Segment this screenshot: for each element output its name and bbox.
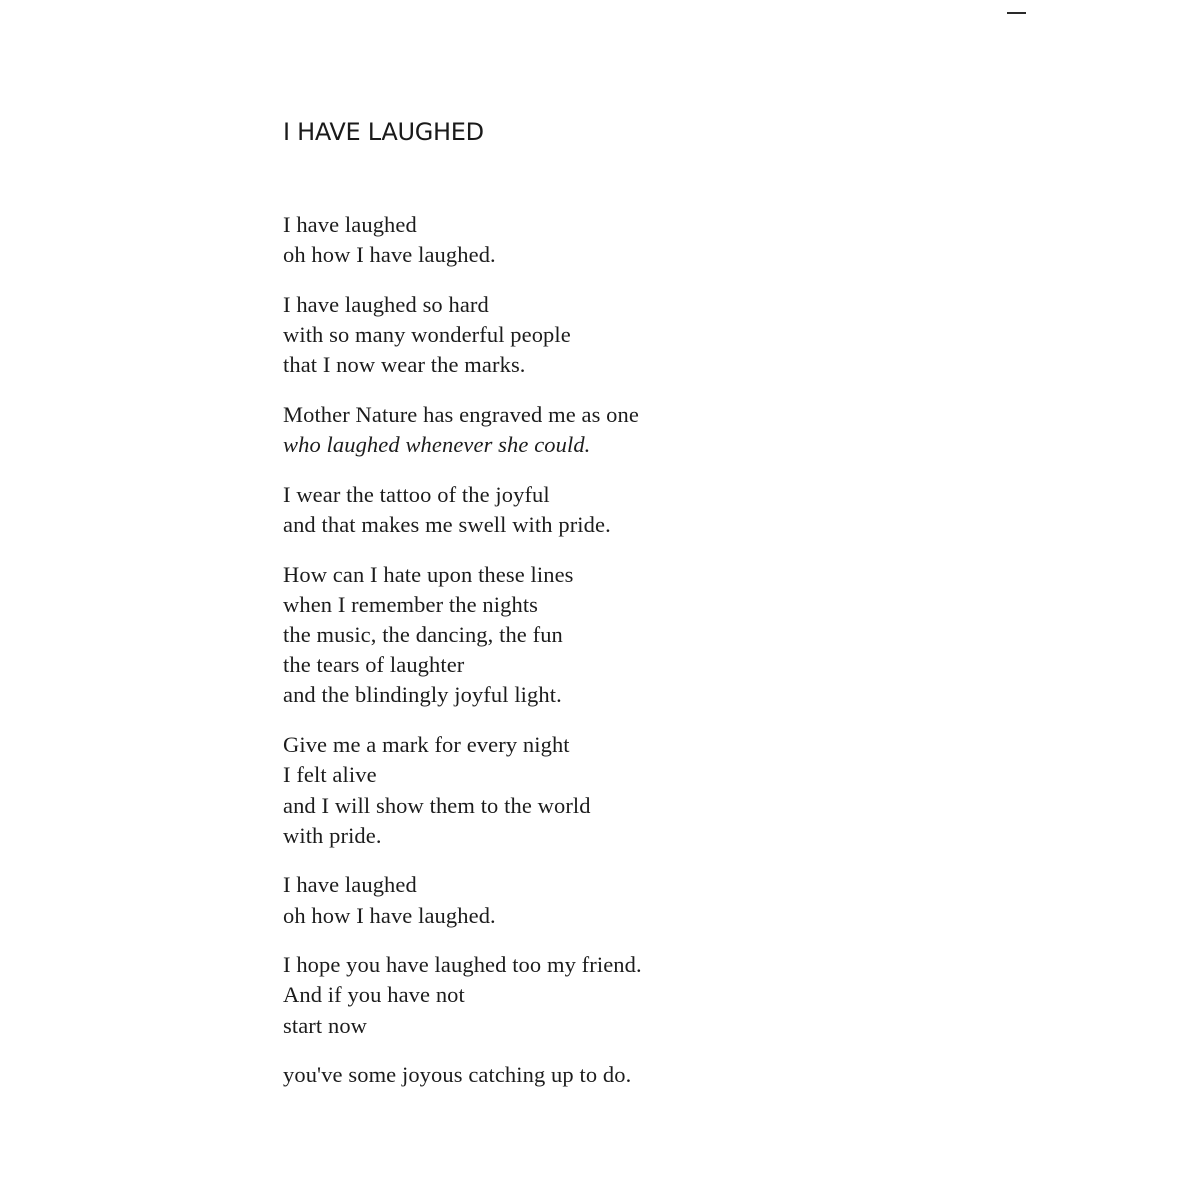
poem-line: when I remember the nights <box>283 591 539 617</box>
page-corner-mark <box>1007 12 1026 14</box>
poem-line: start now <box>283 1012 368 1038</box>
poem-line: with so many wonderful people <box>283 322 571 348</box>
poem-stanza <box>283 870 803 930</box>
poem-line: the tears of laughter <box>283 652 465 678</box>
poem-line: and I will show them to the world <box>283 792 591 818</box>
poem-stanza <box>283 480 803 540</box>
poem-title: I HAVE LAUGHED <box>283 118 484 146</box>
poem-stanza <box>283 1060 803 1090</box>
poem-stanza <box>283 950 803 1041</box>
poem-stanza <box>283 400 803 460</box>
poem-stanza <box>283 210 803 270</box>
poem-line: I wear the tattoo of the joyful <box>283 481 550 507</box>
poem-line: oh how I have laughed. <box>283 242 496 268</box>
poem-line: and the blindingly joyful light. <box>283 682 562 708</box>
poem-line: and that makes me swell with pride. <box>283 512 611 537</box>
poem-line: I felt alive <box>283 762 377 788</box>
poem-line: who laughed whenever she could. <box>283 432 591 458</box>
poem-line: Mother Nature has engraved me as one <box>283 401 639 427</box>
poem-line: the music, the dancing, the fun <box>283 622 563 648</box>
poem-line: I hope you have laughed too my friend. <box>283 952 642 978</box>
poem-line: I have laughed <box>283 212 417 237</box>
poem-line: you've some joyous catching up to do. <box>283 1062 632 1088</box>
poem-line: How can I hate upon these lines <box>283 561 574 587</box>
poem-line: Give me a mark for every night <box>283 732 570 758</box>
poem-line: And if you have not <box>283 982 465 1008</box>
poem-stanza <box>283 290 803 381</box>
poem-line: that I now wear the marks. <box>283 352 526 378</box>
poem-line: oh how I have laughed. <box>283 902 496 928</box>
poem-body <box>283 210 803 1110</box>
poem-line: I have laughed <box>283 872 417 898</box>
poem-line: with pride. <box>283 822 382 848</box>
poem-stanza <box>283 730 803 851</box>
poem-line: I have laughed so hard <box>283 291 489 317</box>
poem-stanza <box>283 560 803 711</box>
